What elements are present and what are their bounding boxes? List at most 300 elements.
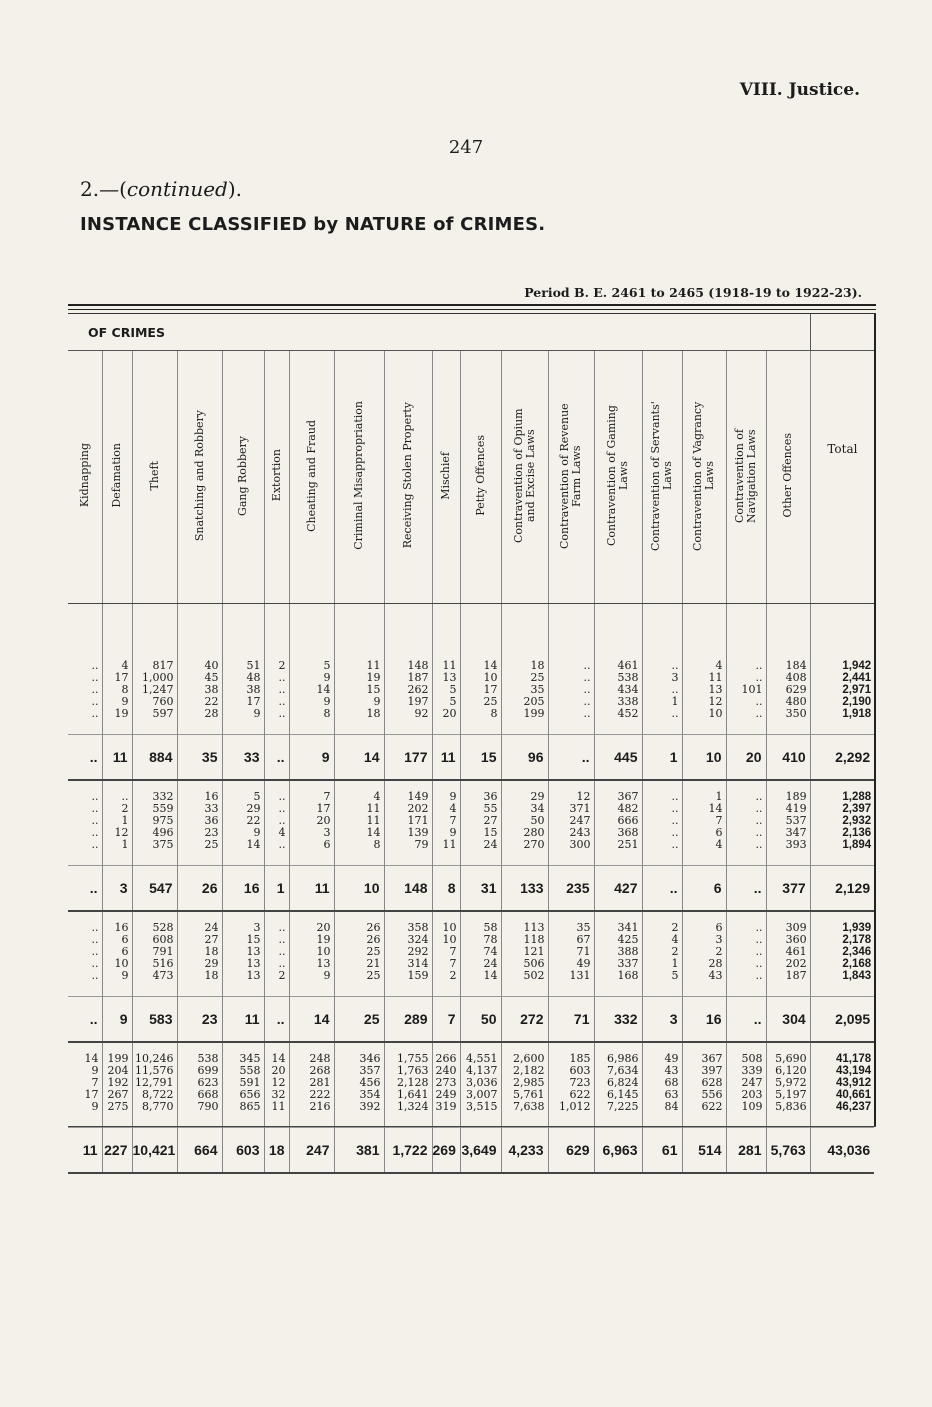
table-cell: 4,551 xyxy=(460,1053,501,1065)
column-header-label: Theft xyxy=(147,460,161,491)
table-cell: 17 xyxy=(84,1088,99,1101)
table-cell: 6 xyxy=(682,922,726,934)
summary-cell: 410 xyxy=(766,735,810,781)
table-cell: 7 xyxy=(432,958,460,970)
summary-cell: .. xyxy=(726,866,766,912)
summary-cell: .. xyxy=(68,997,102,1043)
table-cell: 2,178 xyxy=(810,934,874,946)
summary-cell: 35 xyxy=(177,735,222,781)
table-cell: .. xyxy=(264,708,289,720)
table-cell: 2,346 xyxy=(810,946,874,958)
table-cell: 266 xyxy=(432,1053,460,1065)
table-cell: 7 xyxy=(91,1076,99,1089)
table-cell: .. xyxy=(726,708,766,720)
summary-cell: .. xyxy=(68,735,102,781)
spacer-cell xyxy=(642,851,682,866)
spacer-cell xyxy=(682,982,726,997)
table-cell: 187 xyxy=(384,672,432,684)
table-cell: 16 xyxy=(177,791,222,803)
gap-cell xyxy=(177,604,222,661)
spacer-cell xyxy=(682,851,726,866)
table-cell: 192 xyxy=(102,1077,132,1089)
table-cell: 346 xyxy=(334,1053,384,1065)
table-cell: 360 xyxy=(766,934,810,946)
spacer-cell xyxy=(810,1042,874,1053)
table-cell: 4 xyxy=(102,660,132,672)
summary-cell: 23 xyxy=(177,997,222,1043)
table-cell: 14 xyxy=(460,660,501,672)
spacer-cell xyxy=(460,720,501,735)
table-cell: 43,912 xyxy=(810,1077,874,1089)
table-cell: 452 xyxy=(594,708,642,720)
table-cell: 18 xyxy=(334,708,384,720)
table-cell: 9 xyxy=(289,672,334,684)
table-cell: 1,939 xyxy=(810,922,874,934)
table-cell: 10 xyxy=(432,934,460,946)
spacer-cell xyxy=(222,720,264,735)
table-cell: 3,007 xyxy=(460,1089,501,1101)
summary-cell: 514 xyxy=(682,1128,726,1174)
summary-cell: 4,233 xyxy=(501,1128,548,1174)
table-cell: 25 xyxy=(177,839,222,851)
spacer-row xyxy=(68,780,874,791)
table-cell: 5,761 xyxy=(501,1089,548,1101)
table-cell: 38 xyxy=(222,684,264,696)
table-cell: 40,661 xyxy=(810,1089,874,1101)
table-cell: 17 xyxy=(289,803,334,815)
continued-suffix: ). xyxy=(227,177,243,201)
spacer-cell xyxy=(501,851,548,866)
column-header xyxy=(594,351,642,604)
column-header-label: Mischief xyxy=(439,451,452,500)
table-cell: 1,755 xyxy=(384,1053,432,1065)
table-cell: 482 xyxy=(594,803,642,815)
table-cell: 292 xyxy=(384,946,432,958)
table-cell: 35 xyxy=(501,684,548,696)
table-cell: 11 xyxy=(334,815,384,827)
spacer-row xyxy=(68,982,874,997)
gap-cell xyxy=(384,604,432,661)
table-cell: 40 xyxy=(177,660,222,672)
table-cell: 975 xyxy=(132,815,177,827)
table-cell: 168 xyxy=(594,970,642,982)
table-cell: 43 xyxy=(682,970,726,982)
column-header xyxy=(177,351,222,604)
table-cell: 273 xyxy=(432,1077,460,1089)
table-cell: 139 xyxy=(384,827,432,839)
table-cell: 629 xyxy=(766,684,810,696)
table-cell: 203 xyxy=(726,1089,766,1101)
table-cell: 45 xyxy=(177,672,222,684)
spacer-cell xyxy=(501,982,548,997)
table-cell: 10 xyxy=(102,958,132,970)
table-cell: .. xyxy=(726,934,766,946)
table-cell: 29 xyxy=(177,958,222,970)
table-cell: 367 xyxy=(682,1053,726,1065)
table-cell: 3 xyxy=(682,934,726,946)
column-header-label: Contravention of Servants' Laws xyxy=(649,400,674,551)
gap-cell xyxy=(726,604,766,661)
column-header xyxy=(102,351,132,604)
gap-cell xyxy=(594,604,642,661)
summary-cell: 11 xyxy=(68,1128,102,1174)
table-cell: .. xyxy=(91,707,99,720)
table-cell: 9 xyxy=(91,1100,99,1113)
table-cell: .. xyxy=(548,696,594,708)
summary-cell: 43,036 xyxy=(810,1128,874,1174)
table-cell: 817 xyxy=(132,660,177,672)
spacer-cell xyxy=(766,982,810,997)
table-cell: 4 xyxy=(682,839,726,851)
table-cell: .. xyxy=(548,708,594,720)
table-cell: .. xyxy=(264,946,289,958)
table-cell: 2,136 xyxy=(810,827,874,839)
table-cell: .. xyxy=(91,826,99,839)
column-header xyxy=(548,351,594,604)
spacer-cell xyxy=(642,720,682,735)
table-cell: 199 xyxy=(102,1053,132,1065)
spacer-cell xyxy=(132,982,177,997)
table-cell: 537 xyxy=(766,815,810,827)
spacer-cell xyxy=(177,720,222,735)
table-cell: 11 xyxy=(334,803,384,815)
table-cell: 358 xyxy=(384,922,432,934)
table-cell: .. xyxy=(264,696,289,708)
section-tag: VIII. Justice. xyxy=(739,80,860,100)
table-cell: 1,918 xyxy=(810,708,874,720)
gap-cell xyxy=(501,604,548,661)
table-cell: 58 xyxy=(460,922,501,934)
summary-cell: 177 xyxy=(384,735,432,781)
table-cell: 10 xyxy=(289,946,334,958)
table-cell: 23 xyxy=(177,827,222,839)
summary-cell: 3 xyxy=(642,997,682,1043)
summary-cell: 16 xyxy=(222,866,264,912)
table-cell: .. xyxy=(102,791,132,803)
table-cell: 516 xyxy=(132,958,177,970)
summary-row xyxy=(68,735,874,781)
table-cell: 184 xyxy=(766,660,810,672)
summary-cell: .. xyxy=(68,866,102,912)
summary-cell: .. xyxy=(726,997,766,1043)
column-header xyxy=(810,351,874,604)
table-cell: .. xyxy=(642,827,682,839)
summary-cell: .. xyxy=(264,997,289,1043)
table-cell: 248 xyxy=(289,1053,334,1065)
table-cell: 29 xyxy=(501,791,548,803)
table-cell: 9 xyxy=(102,696,132,708)
table-cell: 345 xyxy=(222,1053,264,1065)
summary-row xyxy=(68,1128,874,1174)
table-cell: .. xyxy=(91,659,99,672)
table-cell: 8 xyxy=(460,708,501,720)
summary-cell: 269 xyxy=(432,1128,460,1174)
table-cell: 9 xyxy=(289,970,334,982)
table-row xyxy=(68,791,874,803)
table-cell: 7 xyxy=(432,815,460,827)
table-cell: 14 xyxy=(460,970,501,982)
continued-word: continued xyxy=(126,177,228,201)
table-cell: 14 xyxy=(682,803,726,815)
table-cell: 4,137 xyxy=(460,1065,501,1077)
summary-cell: 281 xyxy=(726,1128,766,1174)
table-cell: .. xyxy=(726,839,766,851)
summary-cell: 9 xyxy=(289,735,334,781)
column-header xyxy=(432,351,460,604)
table-cell: 309 xyxy=(766,922,810,934)
table-cell: 202 xyxy=(766,958,810,970)
table-cell: 216 xyxy=(289,1101,334,1113)
table-cell: 26 xyxy=(334,922,384,934)
table-cell: 347 xyxy=(766,827,810,839)
gap-cell xyxy=(460,604,501,661)
table-cell: 5,690 xyxy=(766,1053,810,1065)
column-header xyxy=(726,351,766,604)
table-cell: 12 xyxy=(682,696,726,708)
table-cell: 48 xyxy=(222,672,264,684)
table-cell: .. xyxy=(91,802,99,815)
table-cell: 597 xyxy=(132,708,177,720)
summary-cell: 11 xyxy=(289,866,334,912)
summary-cell: 289 xyxy=(384,997,432,1043)
table-cell: 2,971 xyxy=(810,684,874,696)
table-cell: 2,397 xyxy=(810,803,874,815)
table-cell: 559 xyxy=(132,803,177,815)
table-cell: 15 xyxy=(460,827,501,839)
table-cell: 319 xyxy=(432,1101,460,1113)
table-cell: 49 xyxy=(548,958,594,970)
table-cell: 14 xyxy=(264,1053,289,1065)
summary-cell: 332 xyxy=(594,997,642,1043)
table-cell: 19 xyxy=(102,708,132,720)
table-cell: 6 xyxy=(102,946,132,958)
table-cell: 21 xyxy=(334,958,384,970)
table-cell: 199 xyxy=(501,708,548,720)
table-cell: 262 xyxy=(384,684,432,696)
table-cell: 14 xyxy=(84,1052,99,1065)
table-cell: 16 xyxy=(102,922,132,934)
summary-cell: 10,421 xyxy=(132,1128,177,1174)
table-cell: 189 xyxy=(766,791,810,803)
summary-cell: 6 xyxy=(682,866,726,912)
summary-cell: 235 xyxy=(548,866,594,912)
spacer-cell xyxy=(384,720,432,735)
table-cell: .. xyxy=(91,957,99,970)
table-cell: 17 xyxy=(460,684,501,696)
table-cell: 556 xyxy=(682,1089,726,1101)
summary-row xyxy=(68,997,874,1043)
table-cell: 623 xyxy=(177,1077,222,1089)
page-number: 247 xyxy=(448,137,484,158)
spacer-cell xyxy=(810,851,874,866)
spacer-cell xyxy=(810,720,874,735)
column-header xyxy=(384,351,432,604)
table-cell: 324 xyxy=(384,934,432,946)
table-cell: 251 xyxy=(594,839,642,851)
table-cell: 408 xyxy=(766,672,810,684)
spacer-cell xyxy=(594,982,642,997)
table-cell: 20 xyxy=(432,708,460,720)
table-cell: 8,722 xyxy=(132,1089,177,1101)
table-cell: 202 xyxy=(384,803,432,815)
table-cell: 35 xyxy=(548,922,594,934)
spacer-cell xyxy=(264,720,289,735)
crimes-body xyxy=(68,604,874,1174)
table-row xyxy=(68,803,874,815)
summary-cell: .. xyxy=(264,735,289,781)
table-cell: 5 xyxy=(642,970,682,982)
spacer-row xyxy=(68,851,874,866)
table-cell: 19 xyxy=(289,934,334,946)
spacer-cell xyxy=(132,720,177,735)
table-cell: 5 xyxy=(222,791,264,803)
table-cell: 760 xyxy=(132,696,177,708)
summary-cell: 10 xyxy=(334,866,384,912)
table-cell: .. xyxy=(726,827,766,839)
table-cell: .. xyxy=(548,660,594,672)
table-cell: 6,986 xyxy=(594,1053,642,1065)
crimes-table-wrap xyxy=(68,314,876,1174)
summary-cell: 272 xyxy=(501,997,548,1043)
table-cell: 790 xyxy=(177,1101,222,1113)
table-cell: 496 xyxy=(132,827,177,839)
table-cell: 11 xyxy=(432,660,460,672)
table-cell: 668 xyxy=(177,1089,222,1101)
table-cell: 197 xyxy=(384,696,432,708)
table-cell: 32 xyxy=(264,1089,289,1101)
table-cell: 2,128 xyxy=(384,1077,432,1089)
summary-cell: 61 xyxy=(642,1128,682,1174)
table-cell: 8 xyxy=(289,708,334,720)
table-cell: 314 xyxy=(384,958,432,970)
table-cell: 15 xyxy=(334,684,384,696)
table-cell: 502 xyxy=(501,970,548,982)
table-cell: 187 xyxy=(766,970,810,982)
column-header-label: Criminal Misappropriation xyxy=(352,401,365,550)
spacer-row xyxy=(68,720,874,735)
summary-cell: 2,095 xyxy=(810,997,874,1043)
summary-cell: 10 xyxy=(682,735,726,781)
summary-row xyxy=(68,866,874,912)
column-header-label: Contravention of Gaming Laws xyxy=(605,405,630,546)
table-cell: 15 xyxy=(222,934,264,946)
table-cell: .. xyxy=(264,958,289,970)
table-cell: 7 xyxy=(289,791,334,803)
spacer-cell xyxy=(334,851,384,866)
table-cell: 591 xyxy=(222,1077,264,1089)
spacer-cell xyxy=(594,720,642,735)
table-cell: 18 xyxy=(177,970,222,982)
table-cell: 205 xyxy=(501,696,548,708)
table-cell: 2 xyxy=(102,803,132,815)
table-cell: 480 xyxy=(766,696,810,708)
table-cell: 5,972 xyxy=(766,1077,810,1089)
table-cell: 425 xyxy=(594,934,642,946)
summary-cell: 5,763 xyxy=(766,1128,810,1174)
summary-cell: 11 xyxy=(102,735,132,781)
table-cell: 20 xyxy=(289,922,334,934)
table-cell: 622 xyxy=(682,1101,726,1113)
table-cell: 628 xyxy=(682,1077,726,1089)
column-header-label: Petty Offences xyxy=(473,435,487,516)
column-header xyxy=(264,351,289,604)
table-cell: 622 xyxy=(548,1089,594,1101)
table-cell: 2,190 xyxy=(810,696,874,708)
table-cell: .. xyxy=(264,934,289,946)
table-cell: 4 xyxy=(334,791,384,803)
table-cell: 2 xyxy=(264,660,289,672)
spacer-cell xyxy=(642,982,682,997)
table-row xyxy=(68,922,874,934)
table-cell: 9 xyxy=(289,696,334,708)
table-cell: .. xyxy=(642,803,682,815)
table-cell: .. xyxy=(91,671,99,684)
gap-cell xyxy=(222,604,264,661)
table-cell: 243 xyxy=(548,827,594,839)
table-cell: .. xyxy=(726,696,766,708)
table-cell: 17 xyxy=(102,672,132,684)
summary-cell: 381 xyxy=(334,1128,384,1174)
column-header xyxy=(222,351,264,604)
table-cell: 337 xyxy=(594,958,642,970)
table-cell: 240 xyxy=(432,1065,460,1077)
table-cell: 2 xyxy=(642,922,682,934)
spacer-cell xyxy=(384,982,432,997)
table-cell: 7,225 xyxy=(594,1101,642,1113)
table-cell: 43 xyxy=(642,1065,682,1077)
spacer-cell xyxy=(384,851,432,866)
spacer-cell xyxy=(68,851,102,866)
table-cell: 49 xyxy=(642,1053,682,1065)
summary-cell: 1 xyxy=(264,866,289,912)
table-cell: 393 xyxy=(766,839,810,851)
summary-cell: 445 xyxy=(594,735,642,781)
table-cell: 388 xyxy=(594,946,642,958)
table-cell: 2,985 xyxy=(501,1077,548,1089)
table-cell: 9 xyxy=(91,1064,99,1077)
gap-cell xyxy=(334,604,384,661)
spacer-cell xyxy=(432,982,460,997)
gap-cell xyxy=(132,604,177,661)
table-cell: 7 xyxy=(432,946,460,958)
table-cell: 71 xyxy=(548,946,594,958)
table-cell: 1,288 xyxy=(810,791,874,803)
table-cell: 473 xyxy=(132,970,177,982)
summary-cell: 583 xyxy=(132,997,177,1043)
column-header-row xyxy=(68,351,874,604)
continued-heading xyxy=(80,177,242,201)
table-cell: .. xyxy=(91,945,99,958)
table-cell: .. xyxy=(642,815,682,827)
table-cell: 350 xyxy=(766,708,810,720)
summary-cell: 377 xyxy=(766,866,810,912)
spacer-cell xyxy=(810,911,874,922)
summary-cell: 33 xyxy=(222,735,264,781)
column-header-label: Contravention of Opium and Excise Laws xyxy=(511,408,537,543)
table-cell: 2,182 xyxy=(501,1065,548,1077)
table-cell: 338 xyxy=(594,696,642,708)
gap-cell xyxy=(548,604,594,661)
table-cell: 10,246 xyxy=(132,1053,177,1065)
table-cell: 92 xyxy=(384,708,432,720)
table-cell: 2,600 xyxy=(501,1053,548,1065)
bottom-rule xyxy=(68,1126,876,1127)
table-cell: 461 xyxy=(766,946,810,958)
table-cell: 2,441 xyxy=(810,672,874,684)
table-cell: 84 xyxy=(642,1101,682,1113)
spacer-cell xyxy=(132,851,177,866)
table-cell: 2,932 xyxy=(810,815,874,827)
